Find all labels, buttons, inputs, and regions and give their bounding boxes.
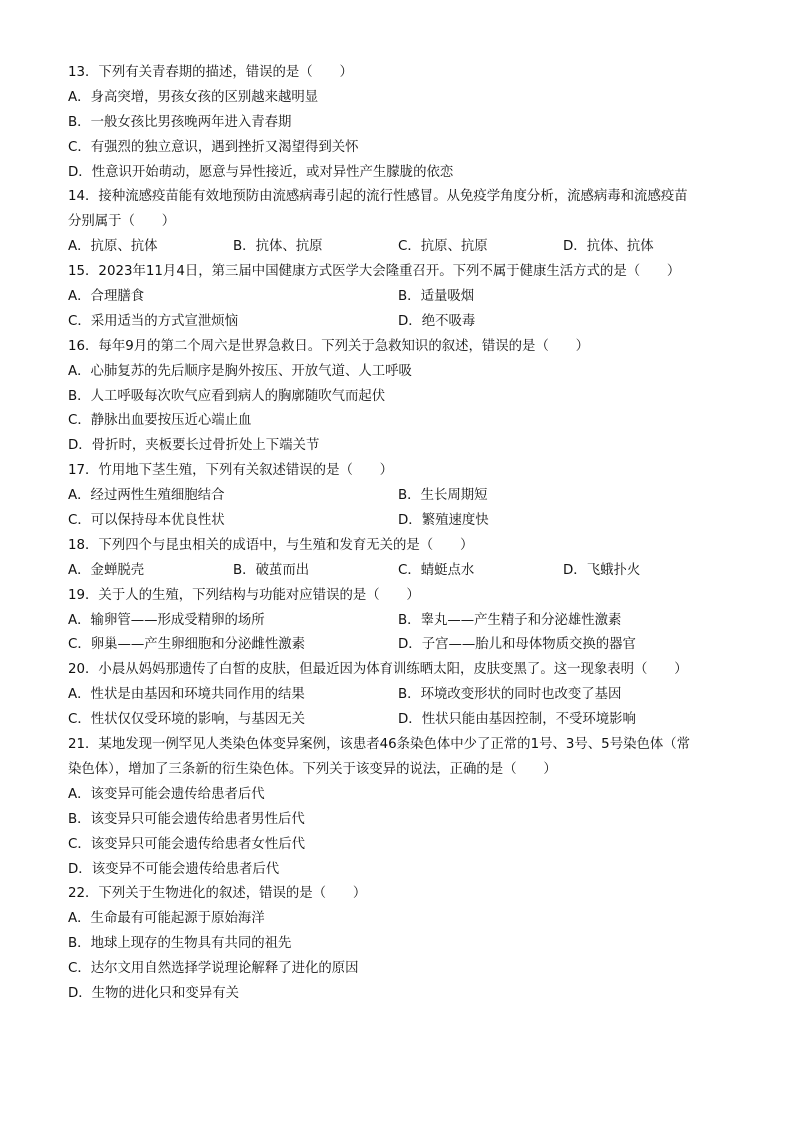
question-stem: 17．竹用地下茎生殖，下列有关叙述错误的是（ ） [68,463,394,479]
question-18 [68,534,728,584]
question-13 [68,61,728,185]
option-B: B．该变异只可能会遗传给患者男性后代 [68,811,305,827]
question-22 [68,882,728,1006]
option-D: D．性状只能由基因控制，不受环境影响 [398,712,636,728]
option-C: C．蜻蜓点水 [398,562,475,578]
option-C: C．有强烈的独立意识，遇到挫折又渴望得到关怀 [68,139,359,155]
option-B: B．一般女孩比男孩晚两年进入青春期 [68,114,292,130]
option-row [68,683,728,708]
option-D: D．子宫——胎儿和母体物质交换的器官 [398,637,636,653]
option-A: A．该变异可能会遗传给患者后代 [68,786,265,802]
option-C: C．该变异只可能会遗传给患者女性后代 [68,836,305,852]
option-A: A．输卵管——形成受精卵的场所 [68,612,265,628]
option-C: C．采用适当的方式宣泄烦恼 [68,313,239,329]
option-row [68,559,728,584]
question-stem: 18．下列四个与昆虫相关的成语中，与生殖和发育无关的是（ ） [68,537,474,553]
question-stem: 14．接种流感疫苗能有效地预防由流感病毒引起的流行性感冒。从免疫学角度分析，流感病毒和流感疫苗 [68,189,688,205]
option-D: D．繁殖速度快 [398,513,489,529]
question-14 [68,185,728,260]
question-stem: 分别属于（ ） [68,214,176,230]
question-21 [68,733,728,882]
question-stem: 16．每年9月的第二个周六是世界急救日。下列关于急救知识的叙述，错误的是（ ） [68,338,590,354]
question-17 [68,459,728,534]
option-C: C．抗原、抗原 [398,239,488,255]
option-A: A．心肺复苏的先后顺序是胸外按压、开放气道、人工呼吸 [68,363,412,379]
option-D: D．绝不吸毒 [398,313,476,329]
option-row [68,509,728,534]
question-stem: 21．某地发现一例罕见人类染色体变异案例，该患者46条染色体中少了正常的1号、3号、5号染色体（常 [68,737,691,753]
option-C: C．性状仅仅受环境的影响，与基因无关 [68,712,305,728]
option-B: B．抗体、抗原 [233,239,323,255]
question-stem: 13．下列有关青春期的描述，错误的是（ ） [68,65,353,80]
option-A: A．合理膳食 [68,289,145,305]
question-list [68,61,728,1007]
option-C: C．达尔文用自然选择学说理论解释了进化的原因 [68,961,359,977]
option-C: C．静脉出血要按压近心端止血 [68,413,252,429]
option-B: B．人工呼吸每次吹气应看到病人的胸廓随吹气而起伏 [68,388,386,404]
option-C: C．卵巢——产生卵细胞和分泌雌性激素 [68,637,305,653]
option-row [68,484,728,509]
option-A: A．抗原、抗体 [68,239,158,255]
question-15 [68,260,728,335]
option-A: A．金蝉脱壳 [68,562,145,578]
option-D: D．性意识开始萌动，愿意与异性接近，或对异性产生朦胧的依恋 [68,164,454,180]
question-stem: 15．2023年11月4日，第三届中国健康方式医学大会隆重召开。下列不属于健康生活方式的是（ ） [68,264,681,280]
option-D: D．抗体、抗体 [563,239,654,255]
option-D: D．飞蛾扑火 [563,562,641,578]
option-B: B．破茧而出 [233,562,310,578]
question-stem: 染色体），增加了三条新的衍生染色体。下列关于该变异的说法，正确的是（ ） [68,761,557,777]
question-stem: 22．下列关于生物进化的叙述，错误的是（ ） [68,886,367,902]
option-B: B．生长周期短 [398,488,488,504]
option-row [68,609,728,634]
option-row [68,310,728,335]
question-16 [68,335,728,459]
option-A: A．身高突增，男孩女孩的区别越来越明显 [68,89,319,105]
option-D: D．骨折时，夹板要长过骨折处上下端关节 [68,438,320,454]
question-stem: 20．小晨从妈妈那遗传了白皙的皮肤，但最近因为体育训练晒太阳，皮肤变黑了。这一现象表明（ ） [68,662,688,678]
option-B: B．环境改变形状的同时也改变了基因 [398,687,622,703]
option-A: A．生命最有可能起源于原始海洋 [68,911,265,927]
question-19 [68,584,728,659]
option-row [68,633,728,658]
option-B: B．地球上现存的生物具有共同的祖先 [68,936,292,952]
question-20 [68,658,728,733]
option-B: B．睾丸——产生精子和分泌雄性激素 [398,612,622,628]
option-A: A．经过两性生殖细胞结合 [68,488,225,504]
option-row [68,235,728,260]
option-D: D．生物的进化只和变异有关 [68,985,239,1001]
option-C: C．可以保持母本优良性状 [68,513,225,529]
option-row [68,285,728,310]
option-A: A．性状是由基因和环境共同作用的结果 [68,687,305,703]
option-B: B．适量吸烟 [398,289,475,305]
option-D: D．该变异不可能会遗传给患者后代 [68,861,280,877]
option-row [68,708,728,733]
question-stem: 19．关于人的生殖，下列结构与功能对应错误的是（ ） [68,587,420,603]
